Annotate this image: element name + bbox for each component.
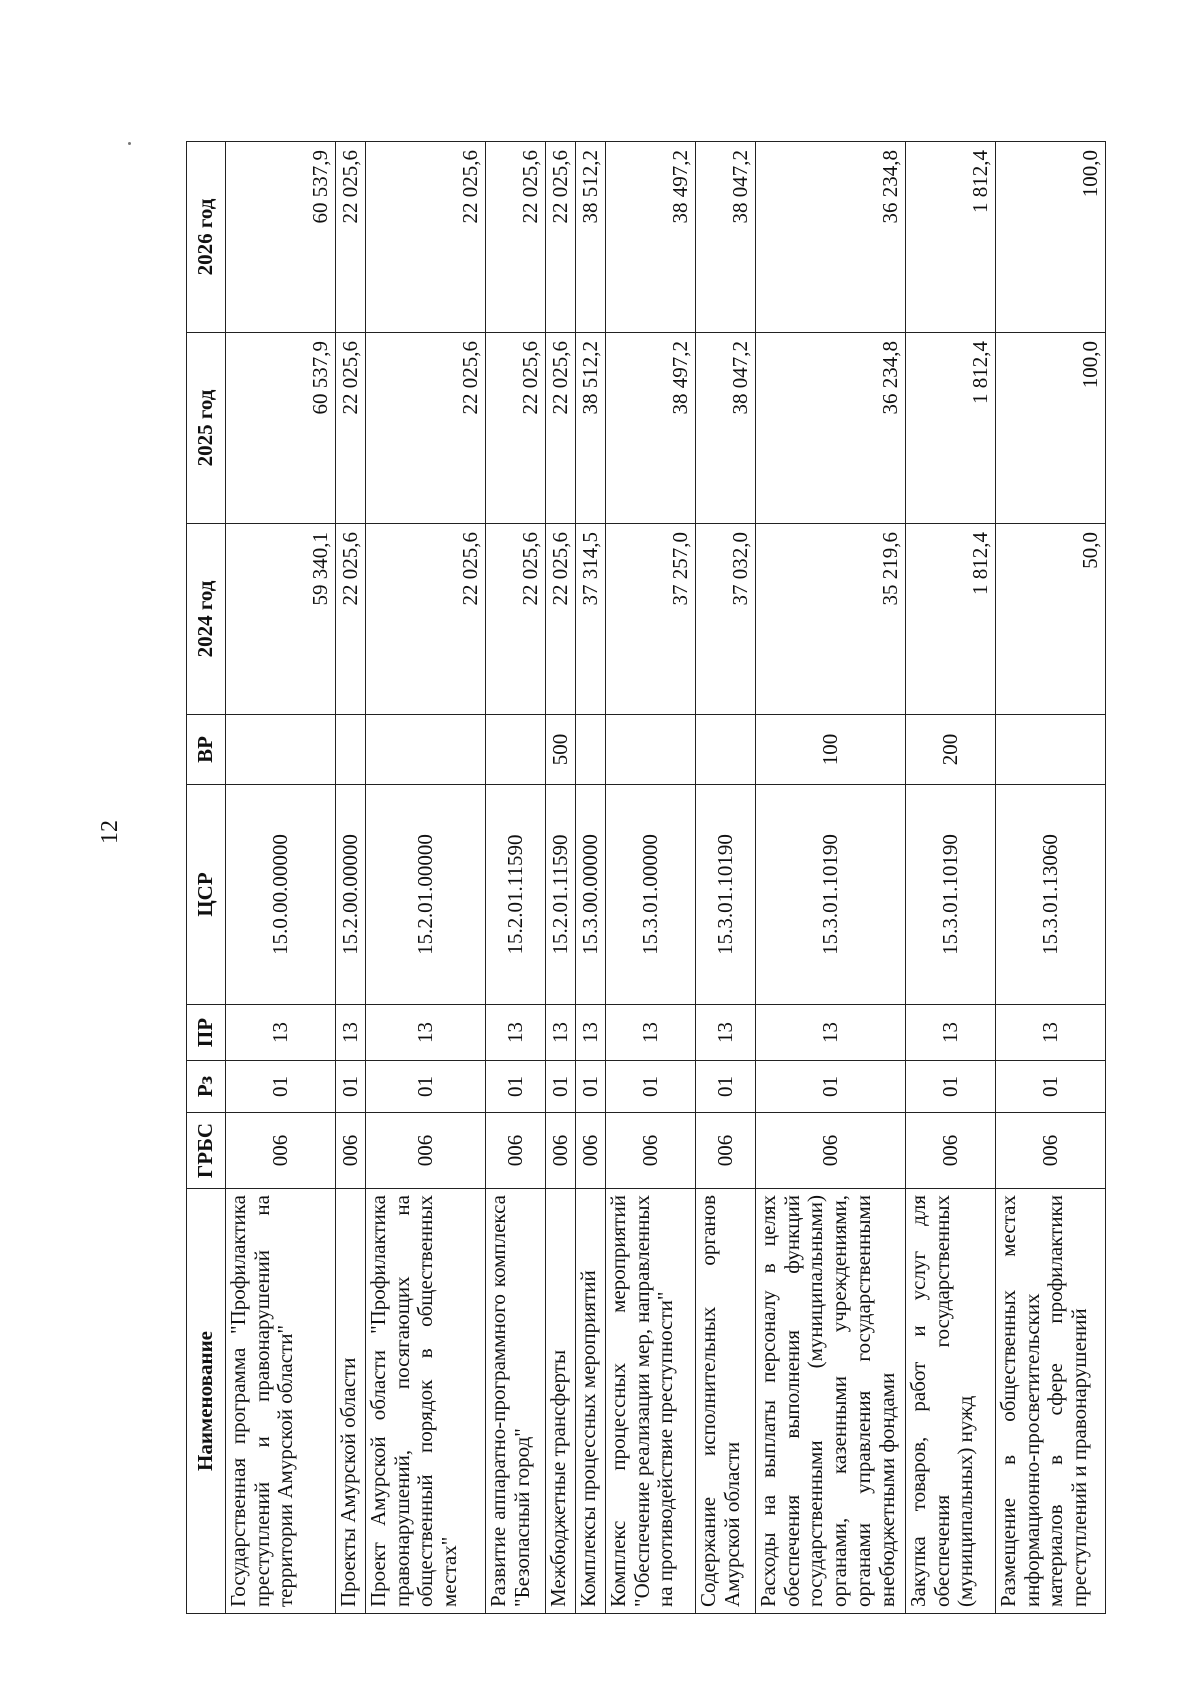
row-rz: 01 <box>906 1061 996 1113</box>
row-rz: 01 <box>756 1061 906 1113</box>
row-rz: 01 <box>696 1061 756 1113</box>
row-vr: 200 <box>906 715 996 785</box>
row-csr: 15.3.01.10190 <box>696 785 756 1005</box>
table-row <box>546 142 576 1614</box>
page-number: 12 <box>97 820 123 844</box>
table-row <box>906 142 996 1614</box>
header-rz: Рз <box>187 1061 226 1113</box>
row-rz: 01 <box>576 1061 606 1113</box>
row-grbs: 006 <box>996 1113 1106 1189</box>
row-csr: 15.2.01.11590 <box>546 785 576 1005</box>
row-name: Размещение в общественных местах информационно-просветительских материалов в сфере профилактики преступлений и правонарушений <box>996 1189 1106 1614</box>
row-vr <box>606 715 696 785</box>
row-2026: 38 497,2 <box>606 142 696 333</box>
row-grbs: 006 <box>906 1113 996 1189</box>
row-2026: 38 047,2 <box>696 142 756 333</box>
header-2026: 2026 год <box>187 142 226 333</box>
row-name: Комплекс процессных мероприятий "Обеспечение реализации мер, направленных на противодействие преступности" <box>606 1189 696 1614</box>
row-csr: 15.2.01.11590 <box>486 785 546 1005</box>
row-2025: 38 047,2 <box>696 333 756 524</box>
row-csr: 15.3.01.13060 <box>996 785 1106 1005</box>
row-grbs: 006 <box>606 1113 696 1189</box>
row-2026: 60 537,9 <box>226 142 336 333</box>
header-2024: 2024 год <box>187 524 226 715</box>
header-vr: ВР <box>187 715 226 785</box>
row-grbs: 006 <box>366 1113 486 1189</box>
row-grbs: 006 <box>546 1113 576 1189</box>
row-name: Комплексы процессных мероприятий <box>576 1189 606 1614</box>
row-rz: 01 <box>546 1061 576 1113</box>
row-vr: 100 <box>756 715 906 785</box>
row-2025: 38 512,2 <box>576 333 606 524</box>
row-vr: 500 <box>546 715 576 785</box>
row-2024: 37 314,5 <box>576 524 606 715</box>
row-2024: 37 032,0 <box>696 524 756 715</box>
row-name: Проект Амурской области "Профилактика правонарушений, посягающих на общественный порядок в общественных местах" <box>366 1189 486 1614</box>
row-grbs: 006 <box>696 1113 756 1189</box>
row-pr: 13 <box>336 1005 366 1061</box>
row-vr <box>696 715 756 785</box>
budget-table <box>186 141 1106 1614</box>
row-2025: 22 025,6 <box>366 333 486 524</box>
row-csr: 15.3.01.10190 <box>906 785 996 1005</box>
row-2025: 60 537,9 <box>226 333 336 524</box>
row-pr: 13 <box>606 1005 696 1061</box>
row-2024: 59 340,1 <box>226 524 336 715</box>
row-grbs: 006 <box>336 1113 366 1189</box>
row-pr: 13 <box>546 1005 576 1061</box>
row-pr: 13 <box>366 1005 486 1061</box>
header-name: Наименование <box>187 1189 226 1614</box>
row-vr <box>576 715 606 785</box>
row-name: Расходы на выплаты персоналу в целях обеспечения выполнения функций государственными (муниципальными) органами, казенными учреждениями, органами управления государственными внебюджетными фондами <box>756 1189 906 1614</box>
row-2026: 22 025,6 <box>486 142 546 333</box>
row-2024: 22 025,6 <box>546 524 576 715</box>
row-2024: 37 257,0 <box>606 524 696 715</box>
row-2025: 36 234,8 <box>756 333 906 524</box>
table-row <box>226 142 336 1614</box>
row-grbs: 006 <box>486 1113 546 1189</box>
row-2024: 22 025,6 <box>486 524 546 715</box>
row-rz: 01 <box>226 1061 336 1113</box>
header-csr: ЦСР <box>187 785 226 1005</box>
header-pr: ПР <box>187 1005 226 1061</box>
row-pr: 13 <box>486 1005 546 1061</box>
row-pr: 13 <box>696 1005 756 1061</box>
row-csr: 15.0.00.00000 <box>226 785 336 1005</box>
row-name: Развитие аппаратно-программного комплекса "Безопасный город" <box>486 1189 546 1614</box>
row-grbs: 006 <box>756 1113 906 1189</box>
row-name: Закупка товаров, работ и услуг для обеспечения государственных (муниципальных) нужд <box>906 1189 996 1614</box>
row-name: Содержание исполнительных органов Амурской области <box>696 1189 756 1614</box>
row-rz: 01 <box>336 1061 366 1113</box>
row-name: Государственная программа "Профилактика преступлений и правонарушений на территории Амурской области" <box>226 1189 336 1614</box>
table-row <box>756 142 906 1614</box>
table-row <box>336 142 366 1614</box>
row-vr <box>226 715 336 785</box>
scan-artifact-dot <box>128 142 131 145</box>
row-2026: 22 025,6 <box>336 142 366 333</box>
row-2025: 22 025,6 <box>336 333 366 524</box>
row-2026: 1 812,4 <box>906 142 996 333</box>
row-vr <box>366 715 486 785</box>
row-grbs: 006 <box>576 1113 606 1189</box>
table-row <box>696 142 756 1614</box>
row-2024: 1 812,4 <box>906 524 996 715</box>
row-pr: 13 <box>996 1005 1106 1061</box>
row-name: Межбюджетные трансферты <box>546 1189 576 1614</box>
row-rz: 01 <box>996 1061 1106 1113</box>
row-2026: 22 025,6 <box>546 142 576 333</box>
row-vr <box>996 715 1106 785</box>
row-2026: 36 234,8 <box>756 142 906 333</box>
table-row <box>366 142 486 1614</box>
row-name: Проекты Амурской области <box>336 1189 366 1614</box>
row-2025: 100,0 <box>996 333 1106 524</box>
row-2025: 22 025,6 <box>546 333 576 524</box>
table-row <box>996 142 1106 1614</box>
row-grbs: 006 <box>226 1113 336 1189</box>
header-grbs: ГРБС <box>187 1113 226 1189</box>
row-pr: 13 <box>756 1005 906 1061</box>
row-2026: 22 025,6 <box>366 142 486 333</box>
row-2026: 100,0 <box>996 142 1106 333</box>
table-row <box>486 142 546 1614</box>
row-rz: 01 <box>486 1061 546 1113</box>
row-vr <box>336 715 366 785</box>
row-csr: 15.3.01.10190 <box>756 785 906 1005</box>
row-pr: 13 <box>906 1005 996 1061</box>
row-2025: 38 497,2 <box>606 333 696 524</box>
row-2024: 22 025,6 <box>366 524 486 715</box>
row-rz: 01 <box>606 1061 696 1113</box>
row-csr: 15.2.00.00000 <box>336 785 366 1005</box>
row-csr: 15.3.00.00000 <box>576 785 606 1005</box>
row-csr: 15.2.01.00000 <box>366 785 486 1005</box>
table-row <box>576 142 606 1614</box>
header-2025: 2025 год <box>187 333 226 524</box>
table-header-row <box>187 142 226 1614</box>
row-2024: 50,0 <box>996 524 1106 715</box>
rotated-table-container <box>186 142 1103 1614</box>
row-2024: 35 219,6 <box>756 524 906 715</box>
row-rz: 01 <box>366 1061 486 1113</box>
row-csr: 15.3.01.00000 <box>606 785 696 1005</box>
row-2026: 38 512,2 <box>576 142 606 333</box>
row-vr <box>486 715 546 785</box>
row-2025: 22 025,6 <box>486 333 546 524</box>
row-2025: 1 812,4 <box>906 333 996 524</box>
row-pr: 13 <box>576 1005 606 1061</box>
table-row <box>606 142 696 1614</box>
row-pr: 13 <box>226 1005 336 1061</box>
row-2024: 22 025,6 <box>336 524 366 715</box>
